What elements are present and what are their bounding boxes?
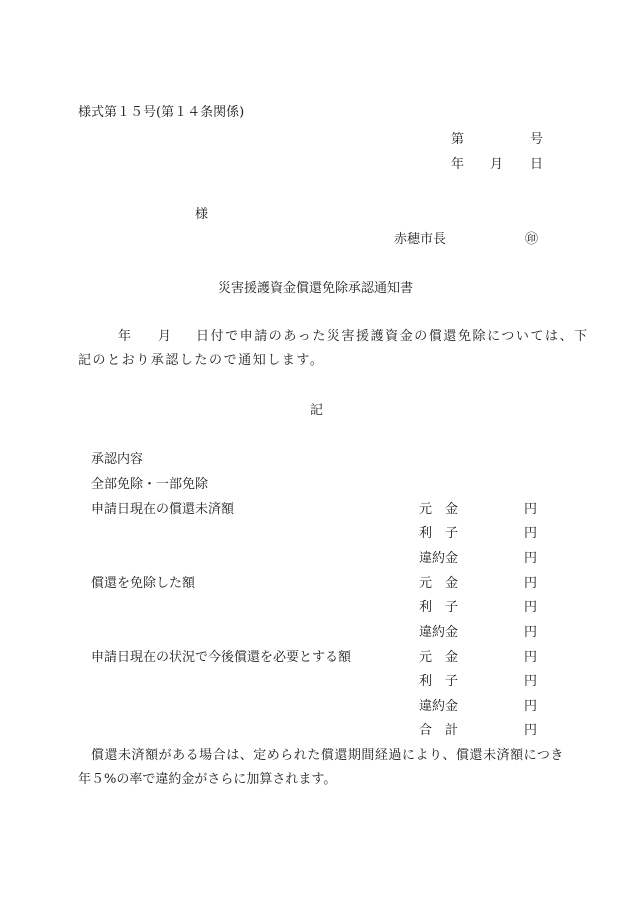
date-year: 年	[451, 157, 465, 172]
section-label: 申請日現在の状況で今後償還を必要とする額	[91, 650, 352, 665]
note-line-1: 償還未済額がある場合は、定められた償還期間経過により、償還未済額につき	[91, 748, 564, 763]
note-line-2: 年５%の率で違約金がさらに加算されます。	[78, 772, 337, 787]
document-number-suffix: 号	[530, 132, 544, 147]
amount-row	[0, 547, 630, 565]
amount-row	[0, 522, 630, 540]
exemption-type-choice: 全部免除・一部免除	[91, 477, 209, 492]
yen-unit: 円	[524, 650, 538, 665]
document-number-label: 第	[451, 132, 465, 147]
item-name: 違約金	[419, 551, 459, 566]
amount-row	[0, 572, 630, 590]
body-year: 年	[118, 329, 132, 344]
item-name: 利 子	[419, 526, 459, 541]
section-label: 申請日現在の償還未済額	[91, 502, 235, 517]
yen-unit: 円	[524, 502, 538, 517]
yen-unit: 円	[524, 526, 538, 541]
document-title: 災害援護資金償還免除承認通知書	[218, 281, 414, 296]
amount-row	[0, 670, 630, 688]
yen-unit: 円	[524, 600, 538, 615]
amount-row	[0, 646, 630, 664]
content-heading: 承認内容	[91, 452, 144, 467]
amount-row	[0, 596, 630, 614]
yen-unit: 円	[524, 576, 538, 591]
amount-row	[0, 719, 630, 737]
ki-marker: 記	[310, 403, 324, 418]
item-name: 合 計	[419, 723, 459, 738]
amount-row	[0, 695, 630, 713]
yen-unit: 円	[524, 625, 538, 640]
amount-row	[0, 498, 630, 516]
item-name: 違約金	[419, 699, 459, 714]
seal-mark: ㊞	[525, 232, 539, 247]
yen-unit: 円	[524, 551, 538, 566]
item-name: 利 子	[419, 674, 459, 689]
addressee-suffix: 様	[195, 207, 209, 222]
date-day: 日	[530, 157, 544, 172]
body-line-1: 日付で申請のあった災害援護資金の償還免除については、下	[196, 329, 589, 344]
item-name: 元 金	[419, 650, 459, 665]
body-line-2: 記のとおり承認したので通知します。	[78, 353, 325, 368]
section-label: 償還を免除した額	[91, 576, 196, 591]
issuer-name: 赤穂市長	[394, 232, 447, 247]
yen-unit: 円	[524, 699, 538, 714]
amount-row	[0, 621, 630, 639]
body-month: 月	[158, 329, 172, 344]
item-name: 元 金	[419, 576, 459, 591]
yen-unit: 円	[524, 723, 538, 738]
item-name: 利 子	[419, 600, 459, 615]
item-name: 違約金	[419, 625, 459, 640]
item-name: 元 金	[419, 502, 459, 517]
date-month: 月	[490, 157, 504, 172]
form-number: 様式第１５号(第１４条関係)	[78, 105, 245, 120]
yen-unit: 円	[524, 674, 538, 689]
